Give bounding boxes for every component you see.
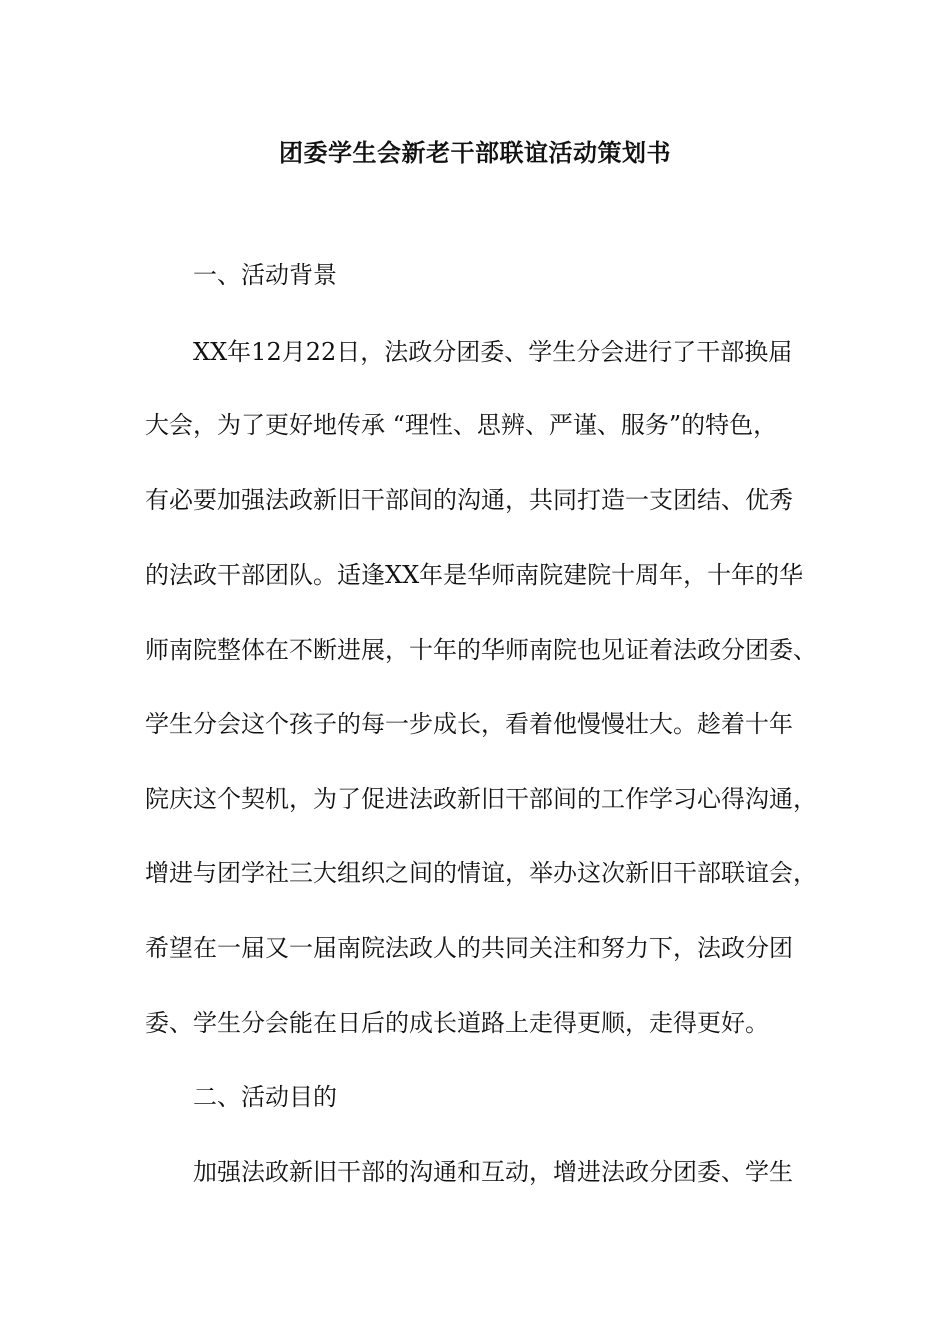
paragraph-line: 师南院整体在不断进展，十年的华师南院也见证着法政分团委、 xyxy=(145,636,817,664)
paragraph-line: 加强法政新旧干部的沟通和互动，增进法政分团委、学生 xyxy=(193,1158,793,1186)
paragraph-line: 有必要加强法政新旧干部间的沟通，共同打造一支团结、优秀 xyxy=(145,486,793,514)
paragraph-line: 增进与团学社三大组织之间的情谊，举办这次新旧干部联谊会， xyxy=(145,859,817,887)
paragraph-line: 大会，为了更好地传承 “理性、思辨、严谨、服务”的特色， xyxy=(145,411,778,439)
paragraph-line: 希望在一届又一届南院法政人的共同关注和努力下，法政分团 xyxy=(145,934,793,962)
paragraph-line: 的法政干部团队。适逢XX年是华师南院建院十周年，十年的华 xyxy=(145,561,804,589)
paragraph-line: 学生分会这个孩子的每一步成长，看着他慢慢壮大。趁着十年 xyxy=(145,710,793,738)
document-title: 团委学生会新老干部联谊活动策划书 xyxy=(279,138,671,167)
paragraph-line: 院庆这个契机，为了促进法政新旧干部间的工作学习心得沟通， xyxy=(145,785,817,813)
paragraph-line: 委、学生分会能在日后的成长道路上走得更顺，走得更好。 xyxy=(145,1009,769,1037)
section-heading-purpose: 二、活动目的 xyxy=(193,1083,337,1111)
section-heading-background: 一、活动背景 xyxy=(193,261,337,289)
paragraph-line: XX年12月22日，法政分团委、学生分会进行了干部换届 xyxy=(193,338,793,366)
